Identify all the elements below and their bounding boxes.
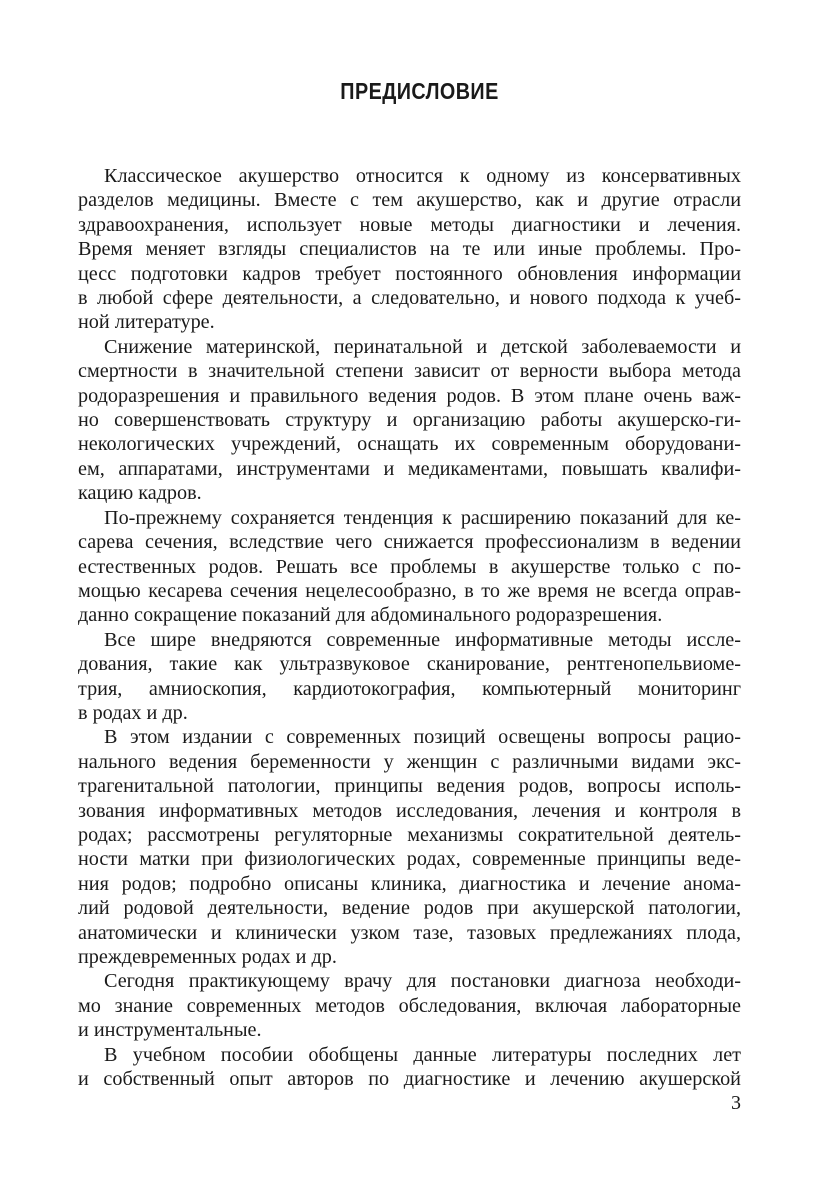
page-number: 3 (731, 1092, 741, 1114)
text-line: родоразрешения и правильного ведения родов. В этом плане очень важ- (78, 384, 741, 407)
text-line: дования, такие как ультразвуковое сканирование, рентгенопельвиоме- (78, 653, 741, 676)
text-line: разделов медицины. Вместе с тем акушерство, как и другие отрасли (78, 189, 741, 212)
page-title: ПРЕДИСЛОВИЕ (340, 78, 499, 104)
text-line: смертности в значительной степени зависит от верности выбора метода (78, 360, 741, 383)
paragraph (78, 164, 741, 335)
text-line: в родах и др. (78, 701, 188, 724)
paragraph (78, 506, 741, 628)
text-line: ной литературе. (78, 311, 215, 334)
text-line: В этом издании с современных позиций освещены вопросы рацио- (104, 726, 741, 749)
text-line: мо знание современных методов обследования, включая лабораторные (78, 994, 741, 1017)
paragraph (78, 628, 741, 726)
text-line: и инструментальные. (78, 1019, 262, 1042)
text-line: трагенитальной патологии, принципы ведения родов, вопросы исполь- (78, 775, 741, 798)
text-line: анатомически и клинически узком тазе, тазовых предлежаниях плода, (78, 921, 741, 944)
paragraph (78, 1043, 741, 1092)
text-line: Классическое акушерство относится к одному из консервативных (104, 165, 741, 187)
text-line: В учебном пособии обобщены данные литературы последних лет (104, 1043, 741, 1066)
text-line: Время меняет взгляды специалистов на те или иные проблемы. Про- (78, 238, 741, 261)
text-line: родах; рассмотрены регуляторные механизмы сократительной деятель- (78, 823, 741, 846)
text-line: ности матки при физиологических родах, современные принципы веде- (78, 848, 741, 871)
text-line: естественных родов. Решать все проблемы в акушерстве только с по- (78, 555, 741, 578)
text-line: Все шире внедряются современные информативные методы иссле- (104, 628, 741, 651)
text-line: зования информативных методов исследования, лечения и контроля в (78, 799, 741, 822)
text-line: По-прежнему сохраняется тенденция к расширению показаний для ке- (104, 506, 741, 529)
paragraph (78, 969, 741, 1042)
text-line: цесс подготовки кадров требует постоянного обновления информации (78, 262, 741, 285)
text-line: но совершенствовать структуру и организацию работы акушерско-ги- (78, 409, 741, 432)
text-line: данно сокращение показаний для абдоминального родоразрешения. (78, 604, 663, 627)
paragraph (78, 335, 741, 506)
text-line: трия, амниоскопия, кардиотокография, компьютерный мониторинг (78, 677, 741, 700)
text-line: кацию кадров. (78, 482, 202, 505)
text-line: преждевременных родах и др. (78, 946, 337, 968)
text-line: Сегодня практикующему врачу для постановки диагноза необходи- (104, 970, 741, 993)
text-line: и собственный опыт авторов по диагностике и лечению акушерской (78, 1068, 741, 1091)
text-line: мощью кесарева сечения нецелесообразно, в то же время не всегда оправ- (78, 579, 741, 602)
text-line: Снижение материнской, перинатальной и детской заболеваемости и (104, 335, 741, 358)
text-line: здравоохранения, использует новые методы диагностики и лечения. (78, 213, 741, 236)
body-text (78, 164, 741, 1091)
text-line: сарева сечения, вследствие чего снижается профессионализм в ведении (78, 531, 741, 554)
text-line: некологических учреждений, оснащать их современным оборудовани- (78, 433, 741, 456)
text-line: ем, аппаратами, инструментами и медикаментами, повышать квалифи- (78, 457, 741, 480)
paragraph (78, 725, 741, 969)
text-line: ния родов; подробно описаны клиника, диагностика и лечение анома- (78, 872, 741, 895)
text-line: в любой сфере деятельности, а следовательно, и нового подхода к учеб- (78, 287, 741, 310)
text-line: нального ведения беременности у женщин с различными видами экс- (78, 750, 741, 773)
text-line: лий родовой деятельности, ведение родов при акушерской патологии, (78, 897, 741, 920)
